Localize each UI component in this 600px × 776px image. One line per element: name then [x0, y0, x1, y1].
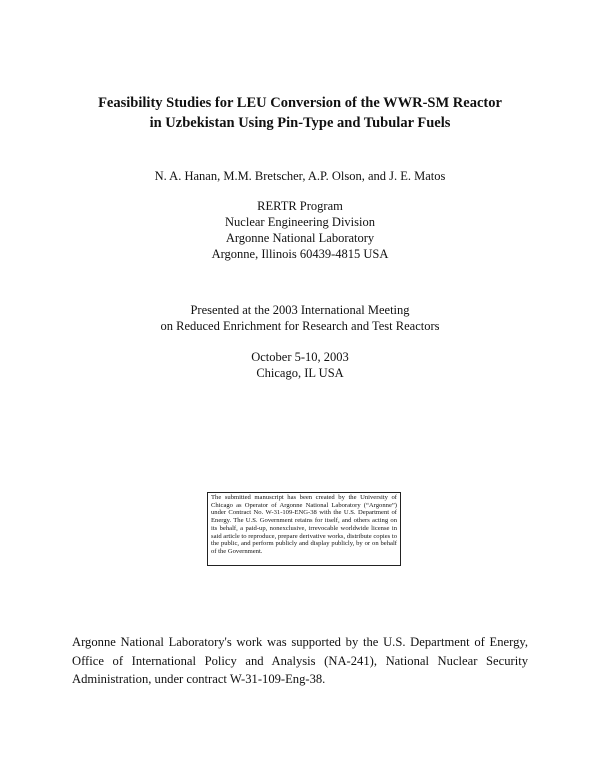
meeting-date — [0, 349, 600, 381]
support-statement: Argonne National Laboratory's work was supported by the U.S. Department of Energy, Office of International Policy and Analysis (NA-241), National Nuclear Security Administration, under contract W-31-109-Eng-38. — [72, 635, 528, 686]
affiliation — [0, 198, 600, 262]
affiliation-line: Argonne National Laboratory — [225, 231, 375, 245]
presented-at — [0, 302, 600, 334]
presented-line: on Reduced Enrichment for Research and Test Reactors — [160, 319, 440, 333]
title-line: in Uzbekistan Using Pin-Type and Tubular Fuels — [149, 115, 451, 131]
date-line: October 5-10, 2003 — [251, 350, 349, 364]
title-line: Feasibility Studies for LEU Conversion of the WWR-SM Reactor — [98, 95, 502, 111]
location-line: Chicago, IL USA — [256, 366, 344, 380]
authors: N. A. Hanan, M.M. Bretscher, A.P. Olson, and J. E. Matos — [154, 169, 446, 183]
affiliation-line: Argonne, Illinois 60439-4815 USA — [211, 247, 389, 261]
presented-line: Presented at the 2003 International Meeting — [190, 303, 410, 317]
paper-title — [0, 93, 600, 133]
affiliation-line: Nuclear Engineering Division — [225, 215, 375, 229]
copyright-notice-box: The submitted manuscript has been created by the University of Chicago as Operator of Argonne National Laboratory (“Argonne”) under Contract No. W-31-109-ENG-38 with the U.S. Department of Energy. The U.S. Government retains for itself, and others acting on its behalf, a paid-up, nonexclusive, irrevocable worldwide license in said article to reproduce, prepare derivative works, distribute copies to the public, and perform publicly and display publicly, by or on behalf of the Government. — [207, 492, 401, 566]
affiliation-line: RERTR Program — [257, 199, 343, 213]
